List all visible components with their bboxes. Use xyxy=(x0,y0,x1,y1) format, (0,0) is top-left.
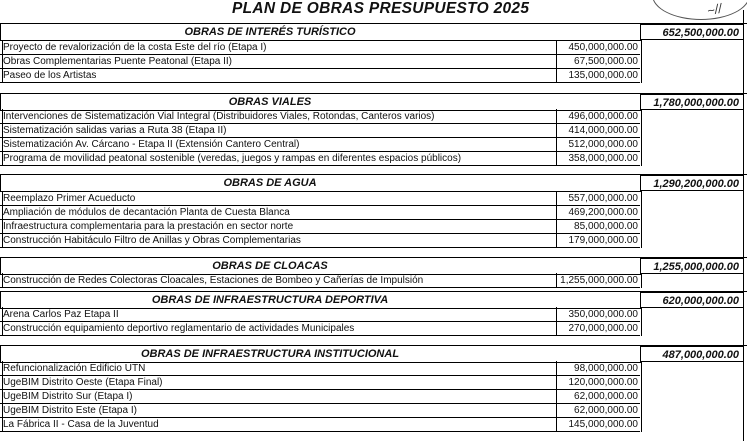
table-row xyxy=(0,391,640,403)
project-name: UgeBIM Distrito Sur (Etapa I) xyxy=(3,391,133,402)
table-row xyxy=(0,70,640,82)
project-amount: 557,000,000.00 xyxy=(568,193,638,204)
row-divider xyxy=(0,165,640,166)
project-name: Sistematización salidas varias a Ruta 38 (Etapa II) xyxy=(3,125,227,136)
section-title: OBRAS DE INFRAESTRUCTURA DEPORTIVA xyxy=(151,294,389,306)
project-name: UgeBIM Distrito Este (Etapa I) xyxy=(3,405,137,416)
row-divider xyxy=(0,287,640,288)
project-amount: 469,200,000.00 xyxy=(568,207,638,218)
project-amount: 450,000,000.00 xyxy=(568,42,638,53)
table-row xyxy=(0,419,640,431)
project-amount: 179,000,000.00 xyxy=(568,235,638,246)
project-name: Construcción de Redes Colectoras Cloacales, Estaciones de Bombeo y Cañerías de Impulsión xyxy=(3,275,424,286)
table-row xyxy=(0,139,640,151)
section-total: 652,500,000.00 xyxy=(640,24,744,40)
table-row xyxy=(0,275,640,287)
project-name: Ampliación de módulos de decantación Planta de Cuesta Blanca xyxy=(3,207,290,218)
row-divider xyxy=(0,403,640,404)
project-amount: 62,000,000.00 xyxy=(574,405,638,416)
table-row xyxy=(0,193,640,205)
project-name: Reemplazo Primer Acueducto xyxy=(3,193,136,204)
row-divider xyxy=(0,123,640,124)
project-amount: 1,255,000,000.00 xyxy=(560,275,638,286)
project-name: Refuncionalización Edificio UTN xyxy=(3,363,146,374)
section-total: 487,000,000.00 xyxy=(640,346,744,362)
table-row xyxy=(0,235,640,247)
row-divider xyxy=(0,375,640,376)
section-title: OBRAS DE AGUA xyxy=(223,177,317,189)
row-divider xyxy=(0,335,640,336)
row-divider xyxy=(0,137,640,138)
project-amount: 120,000,000.00 xyxy=(568,377,638,388)
project-name: Programa de movilidad peatonal sostenible (veredas, juegos y rampas en diferentes espacios públicos) xyxy=(3,153,462,164)
table-row xyxy=(0,309,640,321)
section-total: 620,000,000.00 xyxy=(640,292,744,308)
section-title: OBRAS DE CLOACAS xyxy=(212,260,328,272)
project-amount: 350,000,000.00 xyxy=(568,309,638,320)
project-amount: 145,000,000.00 xyxy=(568,419,638,430)
table-row xyxy=(0,125,640,137)
section-title: OBRAS VIALES xyxy=(228,96,312,108)
project-amount: 85,000,000.00 xyxy=(574,221,638,232)
row-divider xyxy=(0,205,640,206)
row-divider xyxy=(0,389,640,390)
stamp-seal xyxy=(652,0,747,20)
table-row xyxy=(0,111,640,123)
row-divider xyxy=(0,417,640,418)
table-row xyxy=(0,377,640,389)
project-name: Paseo de los Artistas xyxy=(3,70,97,81)
project-name: La Fábrica II - Casa de la Juventud xyxy=(3,419,159,430)
project-amount: 414,000,000.00 xyxy=(568,125,638,136)
table-row xyxy=(0,207,640,219)
section-title: OBRAS DE INFRAESTRUCTURA INSTITUCIONAL xyxy=(140,348,400,360)
table-row xyxy=(0,323,640,335)
project-name: Infraestructura complementaria para la prestación en sector norte xyxy=(3,221,294,232)
row-divider xyxy=(0,151,640,152)
row-divider xyxy=(0,233,640,234)
section-total: 1,290,200,000.00 xyxy=(640,175,744,191)
project-amount: 496,000,000.00 xyxy=(568,111,638,122)
table-row xyxy=(0,153,640,165)
project-amount: 270,000,000.00 xyxy=(568,323,638,334)
table-row xyxy=(0,42,640,54)
project-name: Construcción Habitáculo Filtro de Anillas y Obras Complementarias xyxy=(3,235,301,246)
table-right-border xyxy=(743,10,744,441)
table-row xyxy=(0,221,640,233)
project-name: Proyecto de revalorización de la costa Este del río (Etapa I) xyxy=(3,42,267,53)
section-header xyxy=(0,23,747,41)
table-row xyxy=(0,363,640,375)
section-header xyxy=(0,174,747,192)
row-divider xyxy=(0,321,640,322)
table-row xyxy=(0,56,640,68)
row-divider xyxy=(0,68,640,69)
row-divider xyxy=(0,431,640,432)
project-name: Arena Carlos Paz Etapa II xyxy=(3,309,119,320)
row-divider xyxy=(0,82,640,83)
project-amount: 67,500,000.00 xyxy=(574,56,638,67)
row-divider xyxy=(0,247,640,248)
row-divider xyxy=(0,219,640,220)
project-amount: 62,000,000.00 xyxy=(574,391,638,402)
document-title: PLAN DE OBRAS PRESUPUESTO 2025 xyxy=(232,0,530,17)
project-name: Intervenciones de Sistematización Vial Integral (Distribuidores Viales, Rotondas, Canteros varios) xyxy=(3,111,435,122)
section-total: 1,255,000,000.00 xyxy=(640,258,744,274)
project-amount: 512,000,000.00 xyxy=(568,139,638,150)
project-name: Obras Complementarias Puente Peatonal (Etapa II) xyxy=(3,56,233,67)
project-amount: 135,000,000.00 xyxy=(568,70,638,81)
section-total: 1,780,000,000.00 xyxy=(640,94,744,110)
table-row xyxy=(0,405,640,417)
project-amount: 98,000,000.00 xyxy=(574,363,638,374)
row-divider xyxy=(0,54,640,55)
project-name: UgeBIM Distrito Oeste (Etapa Final) xyxy=(3,377,163,388)
section-title: OBRAS DE INTERÉS TURÍSTICO xyxy=(184,26,356,38)
signature-scribble: ~// xyxy=(705,0,724,19)
project-name: Sistematización Av. Cárcano - Etapa II (Extensión Cantero Central) xyxy=(3,139,300,150)
project-name: Construcción equipamiento deportivo reglamentario de actividades Municipales xyxy=(3,323,355,334)
project-amount: 358,000,000.00 xyxy=(568,153,638,164)
